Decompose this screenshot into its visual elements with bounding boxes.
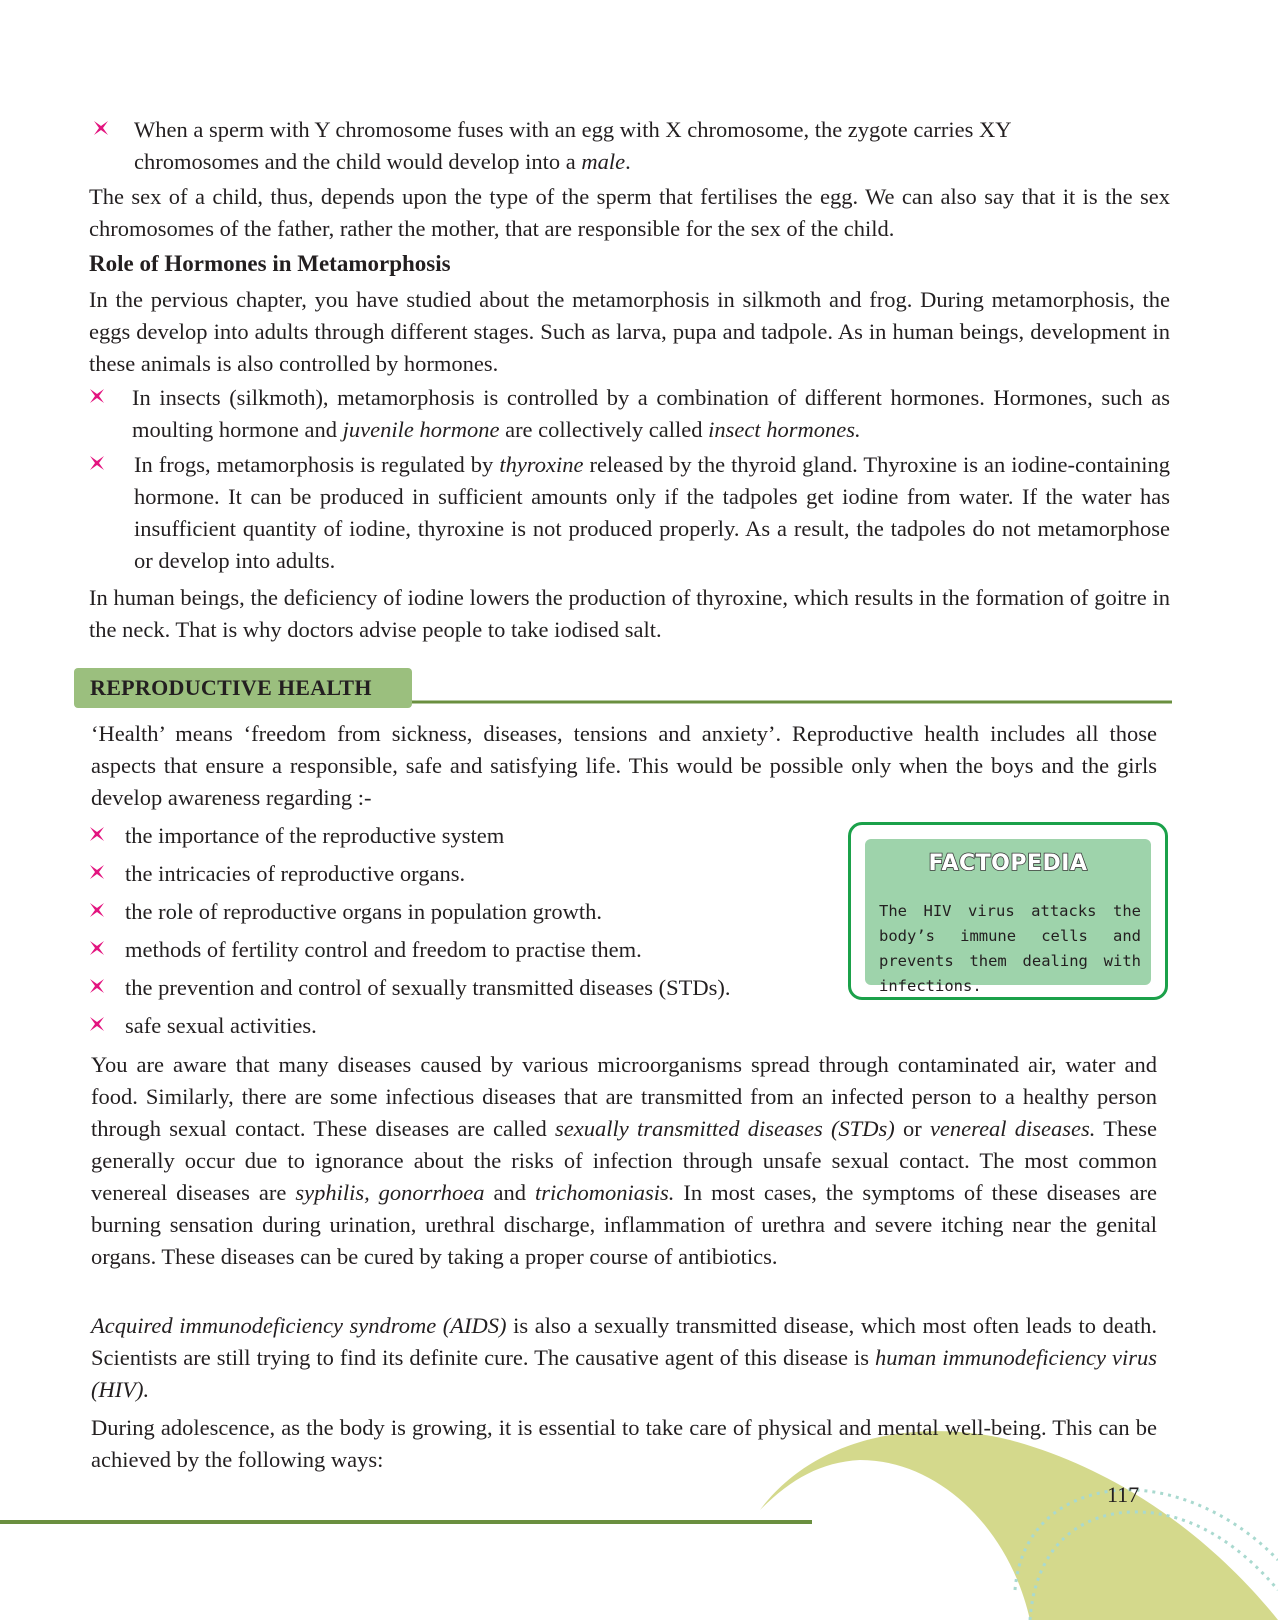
- bullet-text: In frogs, metamorphosis is regulated by: [134, 452, 500, 477]
- factopedia-text: The HIV virus attacks the body’s immune cells and prevents them dealing with infections.: [879, 902, 1141, 995]
- list-item-text: the prevention and control of sexually transmitted diseases (STDs).: [125, 975, 731, 1000]
- section-title: REPRODUCTIVE HEALTH: [90, 675, 372, 700]
- paragraph-metamorphosis: In the pervious chapter, you have studied about the metamorphosis in silkmoth and frog. During metamorphosis, the eggs develop into adults through different stages. Such as larva, pupa and tadpole. As in human beings, development in these animals is also controlled by hormones.: [89, 287, 1170, 376]
- term-juvenile-hormone: juvenile hormone: [342, 417, 500, 442]
- bullet-cross-icon: [90, 903, 104, 917]
- term-aids: Acquired immunodeficiency syndrome (AIDS): [91, 1313, 507, 1338]
- list-item-text: the importance of the reproductive system: [125, 823, 505, 848]
- paragraph-iodine: In human beings, the deficiency of iodine lowers the production of thyroxine, which results in the formation of goitre in the neck. That is why doctors advise people to take iodised salt.: [89, 585, 1170, 642]
- paragraph-text: or: [894, 1116, 930, 1141]
- bullet-cross-icon: [90, 941, 104, 955]
- term-thyroxine: thyroxine: [499, 452, 584, 477]
- bullet-text: chromosomes and the child would develop into a: [134, 149, 582, 174]
- list-item-text: safe sexual activities.: [125, 1013, 317, 1038]
- term-insect-hormones: insect hormones.: [708, 417, 861, 442]
- paragraph-aids: [91, 1310, 1157, 1406]
- paragraph-std: [91, 1049, 1157, 1273]
- list-item: [125, 934, 825, 966]
- paragraph-text: is also a sexually transmitted disease, which most often leads to death. Scientists are still trying to find its definite cure. The causative agent of this disease is: [91, 1313, 1157, 1370]
- term-std: sexually transmitted diseases (STDs): [555, 1116, 895, 1141]
- list-item-text: methods of fertility control and freedom to practise them.: [125, 937, 642, 962]
- term-venereal: venereal diseases.: [929, 1116, 1096, 1141]
- bullet-text: When a sperm with Y chromosome fuses with an egg with X chromosome, the zygote carries XY: [134, 117, 1012, 142]
- term-male: male: [581, 149, 626, 174]
- bullet-cross-icon: [90, 389, 104, 403]
- bullet-text: are collectively called: [499, 417, 709, 442]
- heading-hormones: Role of Hormones in Metamorphosis: [89, 251, 451, 276]
- list-item: [125, 896, 825, 928]
- term-trichomoniasis: trichomoniasis.: [534, 1180, 675, 1205]
- list-item: [125, 972, 825, 1004]
- list-item-text: the role of reproductive organs in population growth.: [125, 899, 602, 924]
- bullet-cross-icon: [90, 865, 104, 879]
- bullet-cross-icon: [90, 456, 104, 470]
- bullet-cross-icon: [90, 979, 104, 993]
- list-item: [125, 1010, 825, 1042]
- paragraph-health: ‘Health’ means ‘freedom from sickness, diseases, tensions and anxiety’. Reproductive health includes all those aspects that ensure a responsible, safe and satisfying life. This would be possible only when the boys and the girls develop awareness regarding :-: [91, 721, 1157, 810]
- paragraph-text: These generally occur due to ignorance about the risks of infection through unsafe sexual contact. The most common venereal diseases are: [91, 1116, 1157, 1205]
- term-diseases: syphilis, gonorrhoea: [295, 1180, 485, 1205]
- bullet-frogs: [134, 449, 1170, 577]
- term-hiv: human immunodeficiency virus (HIV).: [91, 1345, 1157, 1402]
- bullet-y-chromosome: [134, 114, 1170, 178]
- paragraph-text: and: [484, 1180, 535, 1205]
- bullet-cross-icon: [94, 121, 108, 135]
- bullet-text: In insects (silkmoth), metamorphosis is controlled by a combination of different hormones. Hormones, such as moulting hormone and: [132, 385, 1170, 442]
- paragraph-text: You are aware that many diseases caused by various microorganisms spread through contaminated air, water and food. Similarly, there are some infectious diseases that are transmitted from an infected person to a healthy person through sexual contact. These diseases are called: [91, 1052, 1157, 1141]
- list-item-text: the intricacies of reproductive organs.: [125, 861, 466, 886]
- paragraph-sex-determination: The sex of a child, thus, depends upon the type of the sperm that fertilises the egg. We can also say that it is the sex chromosomes of the father, rather the mother, that are responsible for the sex of the child.: [89, 184, 1170, 241]
- factopedia-box: [848, 822, 1168, 1000]
- list-item: [125, 858, 825, 890]
- factopedia-panel: [865, 839, 1151, 995]
- bullet-cross-icon: [90, 827, 104, 841]
- bullet-text: released by the thyroid gland. Thyroxine is an iodine-containing hormone. It can be produced in sufficient amounts only if the tadpoles get iodine from water. If the water has insufficient quantity of iodine, thyroxine is not produced properly. As a result, the tadpoles do not metamorphose or develop into adults.: [134, 452, 1171, 573]
- paragraph-text: In most cases, the symptoms of these diseases are burning sensation during urination, urethral discharge, inflammation of urethra and severe itching near the genital organs. These diseases can be cured by taking a proper course of antibiotics.: [91, 1180, 1157, 1269]
- list-item: [125, 820, 825, 852]
- bullet-text: .: [625, 149, 631, 174]
- factopedia-title: FACTOPEDIA: [928, 851, 1088, 876]
- paragraph-adolescence: During adolescence, as the body is growing, it is essential to take care of physical and mental well-being. This can be achieved by the following ways:: [91, 1415, 1157, 1472]
- page-number: 117: [1107, 1482, 1140, 1507]
- bullet-cross-icon: [90, 1017, 104, 1031]
- bullet-insects: [132, 382, 1170, 446]
